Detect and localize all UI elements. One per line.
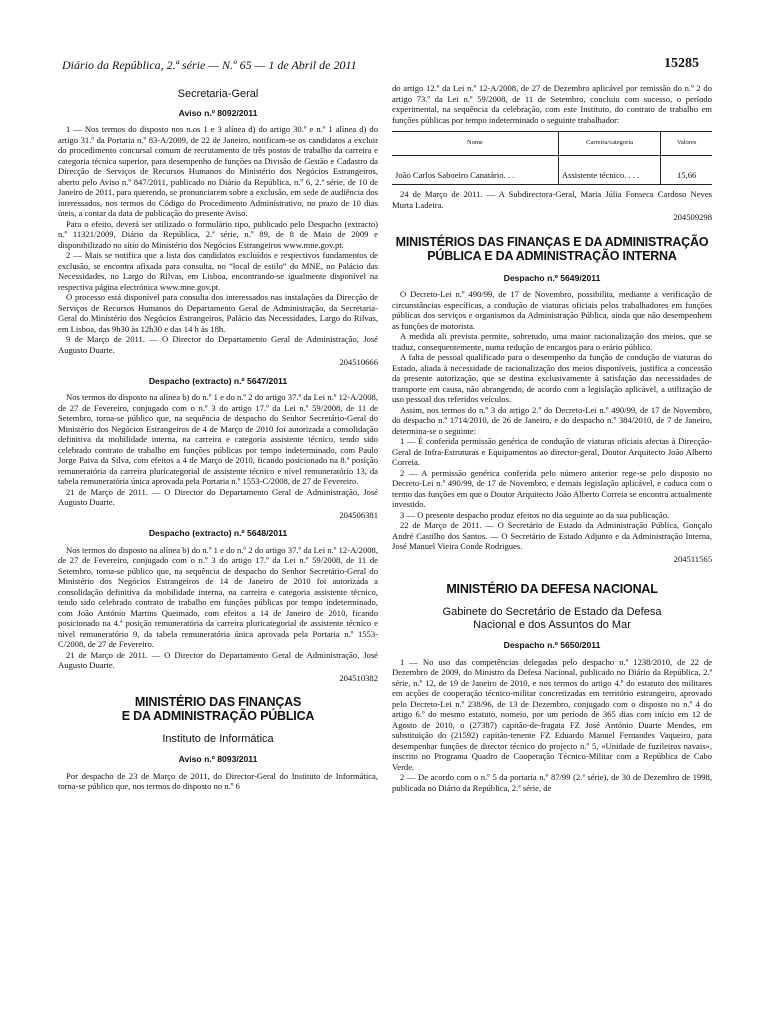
- left-column: [58, 83, 378, 792]
- cabinet-title-line: Gabinete do Secretário de Estado da Defesa: [442, 606, 662, 618]
- column-header: Valores: [661, 132, 712, 156]
- table-cell: Assistente técnico. . . .: [558, 155, 660, 185]
- dispatch-title: Despacho n.º 5649/2011: [503, 272, 601, 283]
- paragraph: A medida ali prevista permite, sobretudo, uma maior racionalização dos meios, que se traduz, consequentemente, numa redução de encargos para o erário público.: [392, 331, 712, 352]
- signature-line: 21 de Março de 2011. — O Director do Departamento Geral de Administração, José Augusto Duarte.: [58, 649, 378, 670]
- ministry-heading-line: MINISTÉRIO DAS FINANÇAS: [134, 695, 302, 709]
- paragraph: do artigo 12.º da Lei n.º 12-A/2008, de 27 de Dezembro aplicável por remissão do n.º 2 do artigo 73.º da Lei n.º 59/2008, de 11 de Setembro, concluiu com sucesso, o período experimental, na sequência da celebração, com este Instituto, do contrato de trabalho em funções públicas por tempo indeterminado o seguinte trabalhador:: [392, 83, 712, 125]
- signature-line: 22 de Março de 2011. — O Secretário de Estado da Administração Pública, Gonçalo André Castilho dos Santos. — O Secretário de Estado Adjunto e da Administração Interna, José Manuel Vieira Conde Rodrigues.: [392, 520, 712, 551]
- signature-line: 21 de Março de 2011. — O Director do Departamento Geral de Administração, José Augusto Duarte.: [58, 486, 378, 507]
- notice-title: Aviso n.º 8093/2011: [178, 754, 258, 764]
- paragraph: O processo está disponível para consulta dos interessados nas instalações da Direcção de Serviços de Recursos Humanos do Departamento Geral de Administração, da Secretaria-Geral do Ministério dos Negócios Estrangeiros, Palácio das Necessidades, Largo do Rilvas, em Lisboa, das 9h30 às 12h30 e das 14 h às 18h.: [58, 292, 378, 334]
- document-code: 204510382: [339, 672, 378, 683]
- worker-table: [392, 131, 712, 185]
- paragraph: Nos termos do disposto na alínea b) do n.º 1 e do n.º 2 do artigo 37.º da Lei n.º 12-A/2008, de 27 de Fevereiro, conjugado com o n.º 3 do artigo 17.º da Lei n.º 59/2008, de 11 de Setembro, torna-se público que, na sequência de despacho do Senhor Secretário-Geral do Ministério dos Negócios Estrangeiros de 14 de Janeiro de 2010 foi autorizada a consolidação definitiva da mobilidade interna, na carreira e categoria assistente técnico, tendo sido celebrado contrato de trabalho em funções públicas por tempo indeterminado, com João António Martins Queimado, com efeitos a 14 de Janeiro de 2010, ficando posicionado na 4.ª posição remuneratória da carreira pluricategorial de assistente técnico e nível remuneratório 9, da tabela remuneratória única aprovada pela Portaria n.º 1553-C/2008, de 27 de Fevereiro.: [58, 544, 378, 649]
- dispatch-title: Despacho (extracto) n.º 5647/2011: [148, 375, 288, 386]
- table-cell: João Carlos Saboeiro Canatário. . .: [392, 155, 558, 185]
- table-header-row: [392, 132, 712, 156]
- ministry-heading-line: E DA ADMINISTRAÇÃO PÚBLICA: [121, 709, 315, 723]
- paragraph: 2 — De acordo com o n.º 5 da portaria n.º 87/99 (2.ª série), de 30 de Dezembro de 1998, publicada no Diário da República, 2.ª série, de: [392, 772, 712, 793]
- ministry-heading: MINISTÉRIOS DAS FINANÇAS E DA ADMINISTRAÇÃO PÚBLICA E DA ADMINISTRAÇÃO INTERNA: [395, 234, 709, 263]
- document-code: 204511565: [673, 553, 712, 564]
- document-code: 204510666: [339, 357, 378, 367]
- column-header: Nome: [392, 132, 558, 156]
- dispatch-title: Despacho n.º 5650/2011: [503, 640, 601, 650]
- right-column: [392, 83, 712, 793]
- ministry-heading: [58, 695, 378, 723]
- cabinet-title-line: Nacional e dos Assuntos do Mar: [473, 619, 631, 631]
- notice-title: Aviso n.º 8092/2011: [178, 107, 258, 118]
- table-row: [392, 155, 712, 185]
- column-header: Carreira/categoria: [558, 132, 660, 156]
- paragraph: Por despacho de 23 de Março de 2011, do Director-Geral do Instituto de Informática, torna-se público que, nos termos do disposto no n.º 6: [58, 770, 378, 791]
- paragraph: Para o efeito, deverá ser utilizado o formulário tipo, publicado pelo Despacho (extracto) n.º 11321/2009, Diário da República, 2.ª série, n.º 89, de 8 de Maio de 2009 e disponibilizado no sítio do Ministério dos Negócios Estrangeiros www.mne.gov.pt.: [58, 218, 378, 250]
- paragraph: 2 — Mais se notifica que a lista dos candidatos excluídos e respectivos fundamentos de exclusão, se encontra afixada para consulta, no “local de estilo” do MNE, no Palácio das Necessidades, no Largo do Rilvas, em Lisboa, encontrando-se igualmente disponível na respectiva página electrónica www.mne.gov.pt.: [58, 250, 378, 292]
- document-code: 204509298: [673, 212, 712, 222]
- institute-title: Instituto de Informática: [162, 733, 274, 745]
- paragraph: Nos termos do disposto na alínea b) do n.º 1 e do n.º 2 do artigo 37.º da Lei n.º 12-A/2008, de 27 de Fevereiro, conjugado com o n.º 3 do artigo 17.º da Lei n.º 59/2008, de 11 de Setembro, torna-se público que, na sequência de despacho do Senhor Secretário-Geral do Ministério dos Negócios Estrangeiros de 4 de Março de 2010 foi autorizada a consolidação definitiva da mobilidade interna, na carreira e categoria assistente técnico, tendo sido celebrado contrato de trabalho em funções públicas por tempo indeterminado, com Paulo Jorge Paiva da Silva, com efeitos a 4 de Março de 2010, ficando posicionado na 8.ª posição remuneratória da carreira pluricategorial de assistente técnico e nível remuneratório 13, da tabela remuneratória única aprovada pela Portaria n.º 1553-C/2008, de 27 de Fevereiro.: [58, 392, 378, 486]
- running-header: Diário da República, 2.ª série — N.º 65 — 1 de Abril de 2011: [62, 58, 357, 72]
- cabinet-title: [392, 606, 712, 632]
- paragraph: O Decreto-Lei n.º 490/99, de 17 de Novembro, possibilita, mediante a verificação de circunstâncias específicas, a condução de viaturas oficiais pelos trabalhadores em funções públicas dos serviços e organismos da Administração Pública, ainda que não desempenhem as funções de motorista.: [392, 289, 712, 331]
- page-number: 15285: [664, 56, 699, 71]
- paragraph: 3 — O presente despacho produz efeitos no dia seguinte ao da sua publicação.: [400, 509, 670, 520]
- dispatch-title: Despacho (extracto) n.º 5648/2011: [148, 528, 288, 538]
- paragraph: 1 — É conferida permissão genérica de condução de viaturas oficiais afectas à Direcção-Geral de Infra-Estruturas e Equipamentos ao director-geral, Doutor Arquitecto João Alberto Correia.: [392, 436, 712, 467]
- paragraph: A falta de pessoal qualificado para o desempenho da função de condução de viaturas do Estado, aliada à necessidade de racionalização dos meios disponíveis, justifica a concessão da presente autorização, que se destina exclusivamente à satisfação das necessidades de transporte em causa, não abrangendo, de acordo com a legislação aplicável, a utilização de uso pessoal dos referidos veículos.: [392, 352, 712, 404]
- document-code: 204506381: [339, 509, 378, 520]
- signature-line: 24 de Março de 2011. — A Subdirectora-Geral, Maria Júlia Fonseca Cardoso Neves Murta Ladeira.: [392, 189, 712, 210]
- paragraph: 2 — A permissão genérica conferida pelo número anterior rege-se pelo disposto no Decreto-Lei n.º 490/99, de 17 de Novembro, e demais legislação aplicável, e caduca com o termo das funções em que o Doutor Arquitecto João Alberto Correia se encontra actualmente investido.: [392, 467, 712, 509]
- paragraph: 1 — No uso das competências delegadas pelo despacho n.º 1238/2010, de 22 de Dezembro de 2009, do Ministro da Defesa Nacional, publicado no Diário da República, 2.ª série, n.º 12, de 19 de Janeiro de 2010, e nos termos do artigo 4.º do estatuto dos militares em acções de cooperação técnico-militar concretizadas em território estrangeiro, aprovado pelo Decreto-Lei n.º 238/96, de 13 de Dezembro, conjugado com o disposto no n.º 4 do artigo 6.º do mesmo estatuto, nomeio, por um período de 365 dias com início em 12 de Agosto de 2010, o (27387) capitão-de-fragata FZ José António Duarte Mendes, em substituição do (21592) capitão-tenente FZ Eduardo Manuel Fernandes Vaqueiro, para desempenhar funções de director técnico do projecto n.º 5, «Unidade de fuzileiros navais», inscrito no Programa Quadro de Cooperação Técnico-Militar com a República de Cabo Verde.: [392, 656, 712, 772]
- table-cell: 15,66: [661, 155, 712, 185]
- paragraph: Assim, nos termos do n.º 3 do artigo 2.º do Decreto-Lei n.º 490/99, de 17 de Novembro, do despacho n.º 1714/2010, de 26 de Janeiro, e do despacho n.º 384/2010, de 7 de Janeiro, determina-se o seguinte:: [392, 404, 712, 436]
- paragraph: 1 — Nos termos do disposto nos n.os 1 e 3 alínea d) do artigo 30.º e n.º 1 alínea d) do artigo 31.º da Portaria n.º 83-A/2009, de 22 de Janeiro, notificam-se os candidatos a excluir do procedimento concursal comum de recrutamento de três postos de trabalho da carreira e categoria técnica superior, para desempenho de funções na Divisão de Gestão e Cadastro da Direcção de Serviços de Recursos Humanos do Ministério dos Negócios Estrangeiros, aberto pelo Aviso n.º 847/2011, publicado no Diário da República, n.º 6, 2.ª série, de 10 de Janeiro de 2011, para querendo, se pronunciarem sobre a exclusão, em sede de audiência dos interessados, nos termos do Código do Procedimento Administrativo, no prazo de 10 dias úteis, a contar da data de publicação do presente Aviso.: [58, 124, 378, 218]
- section-title: Secretaria-Geral: [177, 88, 259, 100]
- ministry-heading: MINISTÉRIO DA DEFESA NACIONAL: [446, 582, 658, 596]
- signature-line: 9 de Março de 2011. — O Director do Departamento Geral de Administração, José Augusto Duarte.: [58, 334, 378, 355]
